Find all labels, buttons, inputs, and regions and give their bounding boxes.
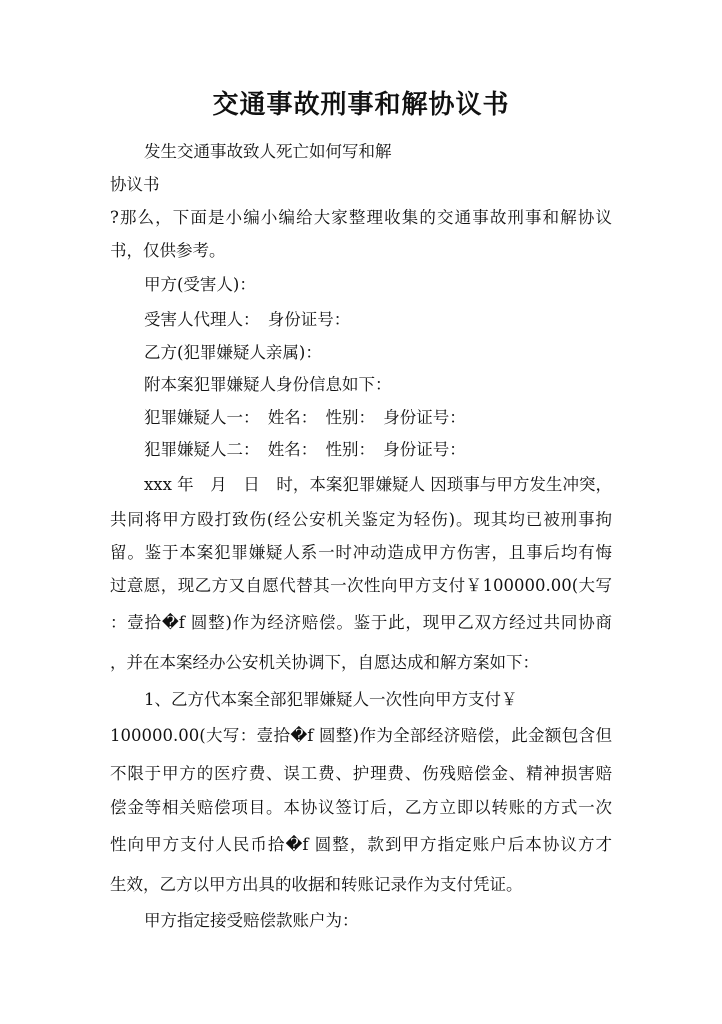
paragraph-line: 犯罪嫌疑人一： 姓名： 性别： 身份证号： (144, 408, 466, 427)
paragraph-line: 犯罪嫌疑人二： 姓名： 性别： 身份证号： (144, 440, 466, 459)
paragraph-line: 书，仅供参考。 (110, 241, 226, 260)
paragraph-line: 性向甲方支付人民币拾�f 圆整，款到甲方指定账户后本协议方才 (110, 835, 612, 854)
paragraph-line: 附本案犯罪嫌疑人身份信息如下： (144, 375, 392, 394)
paragraph-line: 甲方(受害人)： (144, 275, 256, 294)
paragraph-line: xxx 年 月 日 时，本案犯罪嫌疑人 因琐事与甲方发生冲突， (144, 475, 612, 494)
paragraph-line: 甲方指定接受赔偿款账户为： (144, 911, 359, 930)
paragraph-line: 偿金等相关赔偿项目。本协议签订后，乙方立即以转账的方式一次 (110, 798, 612, 817)
paragraph-line: 协议书 (110, 175, 160, 194)
paragraph-line: 乙方(犯罪嫌疑人亲属)： (144, 343, 322, 362)
paragraph-line: 受害人代理人： 身份证号： (144, 310, 351, 329)
paragraph-line: 留。鉴于本案犯罪嫌疑人系一时冲动造成甲方伤害，且事后均有悔 (110, 543, 612, 562)
paragraph-line: 1、乙方代本案全部犯罪嫌疑人一次性向甲方支付￥ (144, 690, 518, 709)
paragraph-line: 发生交通事故致人死亡如何写和解 (144, 142, 392, 161)
paragraph-line: 共同将甲方殴打致伤(经公安机关鉴定为轻伤)。现其均已被刑事拘 (110, 510, 612, 529)
paragraph-line: 不限于甲方的医疗费、误工费、护理费、伤残赔偿金、精神损害赔 (110, 764, 612, 783)
document-title: 交通事故刑事和解协议书 (212, 90, 510, 120)
paragraph-line: ?那么，下面是小编小编给大家整理收集的交通事故刑事和解协议 (110, 208, 612, 227)
paragraph-line: 100000.00(大写：壹拾�f 圆整)作为全部经济赔偿，此金额包含但 (110, 726, 612, 745)
paragraph-line: ：壹拾�f 圆整)作为经济赔偿。鉴于此，现甲乙双方经过共同协商 (110, 613, 612, 632)
paragraph-line: ，并在本案经办公安机关协调下，自愿达成和解方案如下： (110, 653, 539, 672)
paragraph-line: 过意愿，现乙方又自愿代替其一次性向甲方支付￥100000.00(大写 (110, 576, 612, 595)
paragraph-line: 生效，乙方以甲方出具的收据和转账记录作为支付凭证。 (110, 875, 523, 894)
